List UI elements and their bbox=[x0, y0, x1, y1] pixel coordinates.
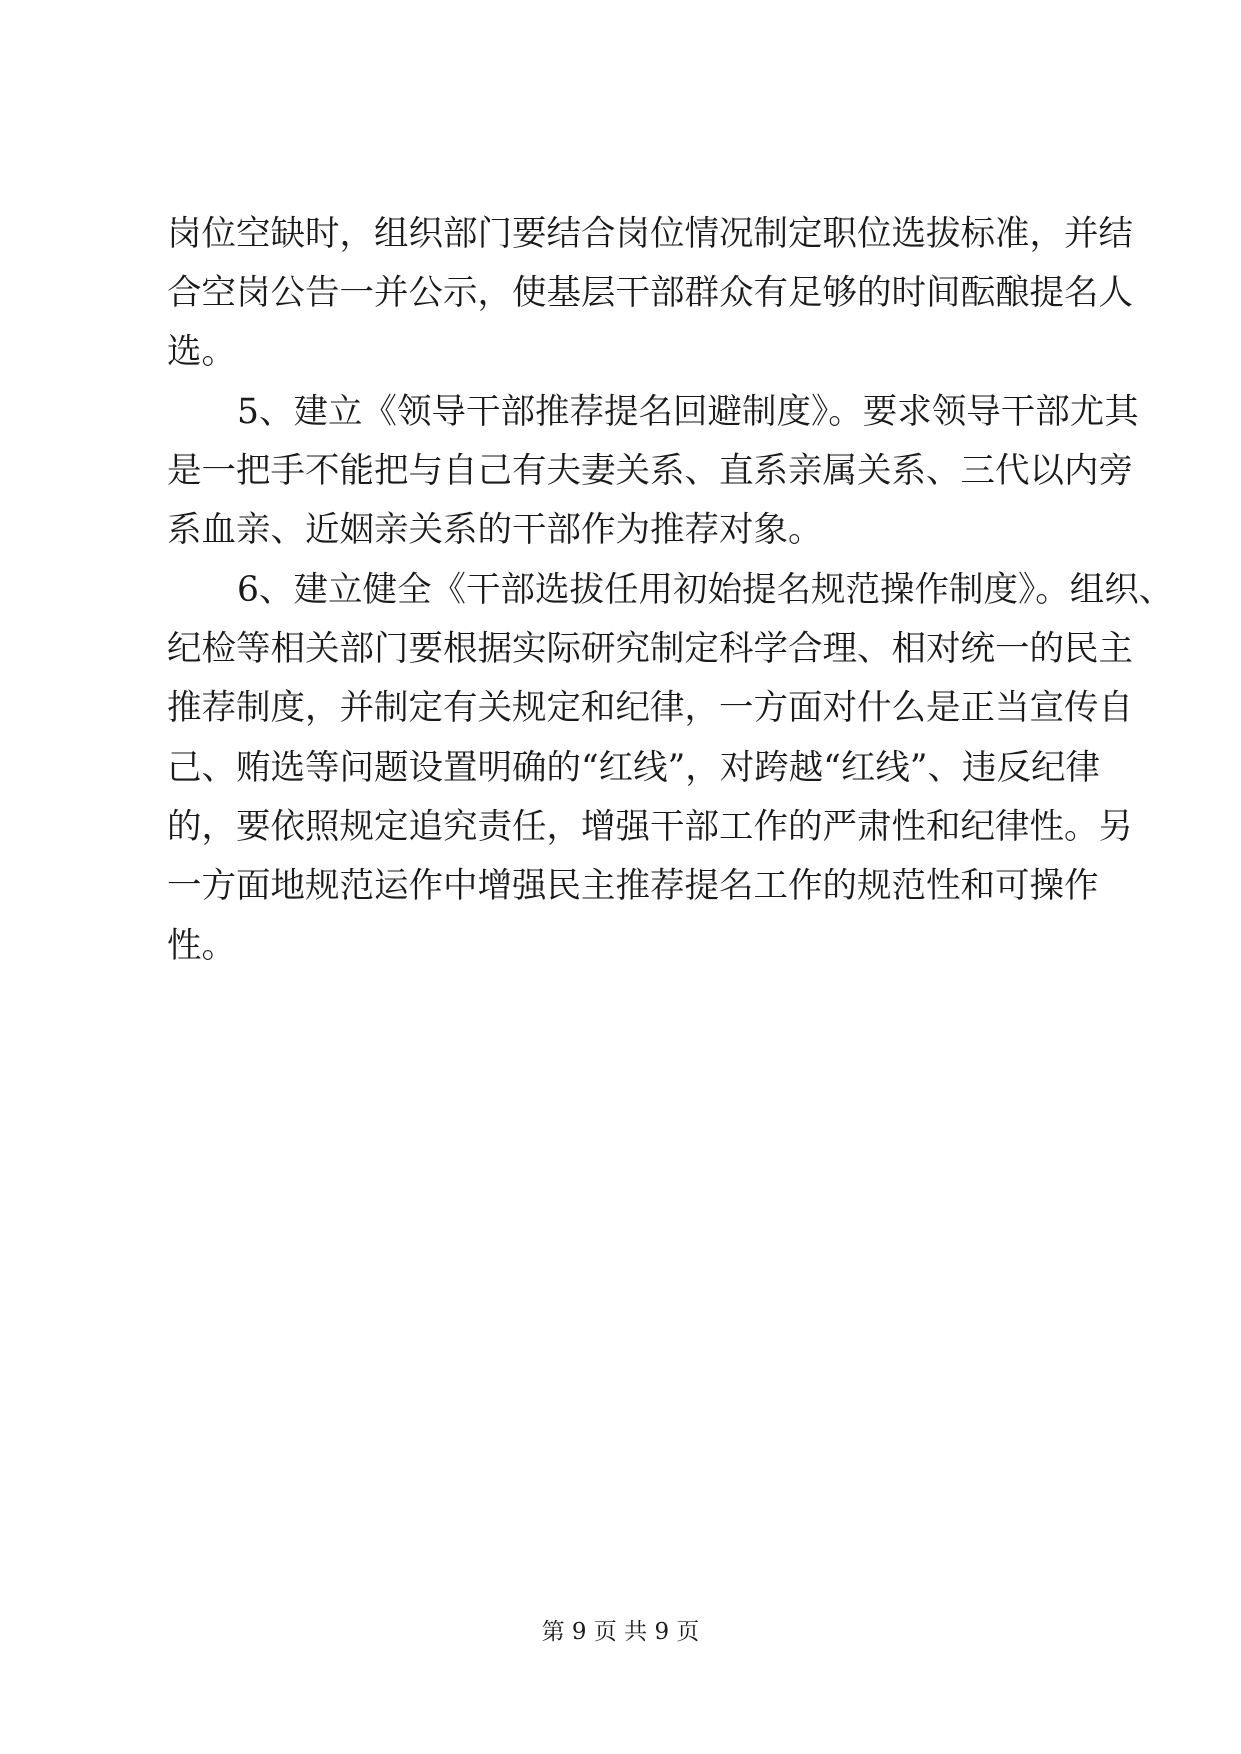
text-line: 选。 bbox=[167, 332, 236, 372]
text-line: 岗位空缺时，组织部门要结合岗位情况制定职位选拔标准，并结 bbox=[167, 214, 1133, 254]
text-line: 6、建立健全《干部选拔任用初始提名规范操作制度》。组织、 bbox=[237, 570, 1174, 610]
text-line: 是一把手不能把与自己有夫妻关系、直系亲属关系、三代以内旁 bbox=[167, 451, 1133, 491]
text-line: 纪检等相关部门要根据实际研究制定科学合理、相对统一的民主 bbox=[167, 629, 1133, 669]
text-line: 合空岗公告一并公示，使基层干部群众有足够的时间酝酿提名人 bbox=[167, 273, 1133, 313]
text-line: 推荐制度，并制定有关规定和纪律，一方面对什么是正当宣传自 bbox=[167, 688, 1133, 728]
text-line: 己、贿选等问题设置明确的“红线”，对跨越“红线”、违反纪律 bbox=[167, 748, 1101, 788]
page-footer: 第 9 页 共 9 页 bbox=[541, 1619, 700, 1645]
text-line: 系血亲、近姻亲关系的干部作为推荐对象。 bbox=[167, 510, 823, 550]
text-line: 一方面地规范运作中增强民主推荐提名工作的规范性和可操作 bbox=[167, 866, 1099, 906]
text-line: 性。 bbox=[167, 926, 236, 966]
text-line: 5、建立《领导干部推荐提名回避制度》。要求领导干部尤其 bbox=[237, 392, 1139, 432]
text-line: 的，要依照规定追究责任，增强干部工作的严肃性和纪律性。另 bbox=[167, 807, 1133, 847]
